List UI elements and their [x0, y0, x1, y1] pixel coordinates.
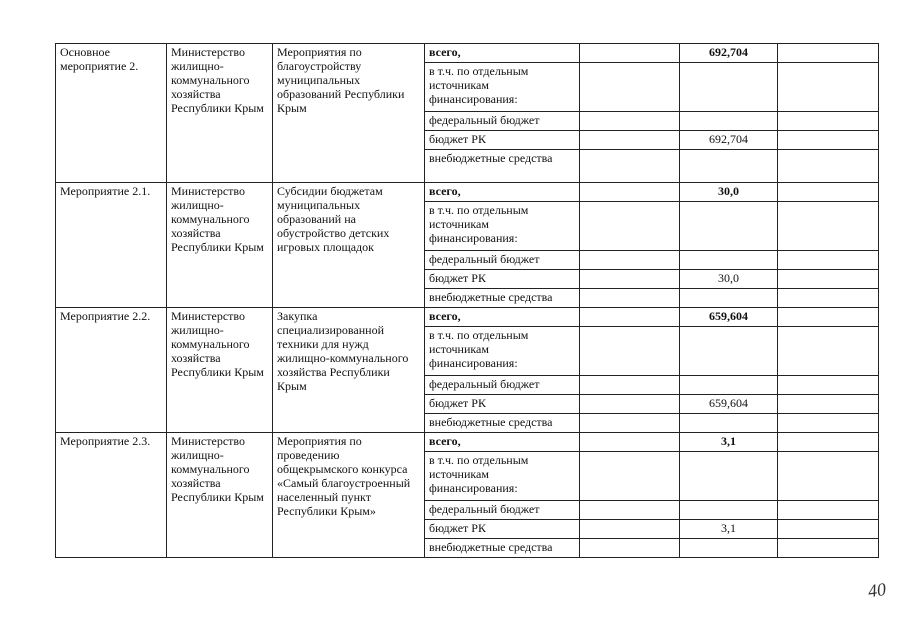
empty-cell	[680, 63, 778, 112]
event-code: Мероприятие 2.2.	[56, 308, 167, 433]
source-extra-label: внебюджетные средства	[425, 150, 580, 183]
empty-cell	[580, 327, 680, 376]
source-total-label: всего,	[425, 44, 580, 63]
empty-cell	[778, 202, 879, 251]
empty-cell	[580, 202, 680, 251]
empty-cell	[580, 376, 680, 395]
empty-cell	[680, 501, 778, 520]
source-including-label: в т.ч. по отдельным источникам финансирования:	[425, 202, 580, 251]
budget-rk-value: 30,0	[680, 270, 778, 289]
empty-cell	[778, 44, 879, 63]
empty-cell	[680, 251, 778, 270]
empty-cell	[580, 501, 680, 520]
empty-cell	[778, 395, 879, 414]
empty-cell	[680, 376, 778, 395]
empty-cell	[680, 414, 778, 433]
empty-cell	[580, 270, 680, 289]
executor: Министерство жилищно-коммунального хозяйства Республики Крым	[167, 44, 273, 183]
executor: Министерство жилищно-коммунального хозяйства Республики Крым	[167, 308, 273, 433]
empty-cell	[778, 289, 879, 308]
event-code: Мероприятие 2.1.	[56, 183, 167, 308]
budget-rk-value: 692,704	[680, 131, 778, 150]
total-value: 3,1	[680, 433, 778, 452]
source-including-label: в т.ч. по отдельным источникам финансирования:	[425, 452, 580, 501]
empty-cell	[778, 112, 879, 131]
empty-cell	[580, 289, 680, 308]
empty-cell	[680, 289, 778, 308]
source-total-label: всего,	[425, 308, 580, 327]
empty-cell	[580, 251, 680, 270]
event-code: Мероприятие 2.3.	[56, 433, 167, 558]
event-title: Мероприятия по проведению общекрымского конкурса «Самый благоустроенный населенный пункт Республики Крым»	[273, 433, 425, 558]
budget-rk-value: 659,604	[680, 395, 778, 414]
event-title: Субсидии бюджетам муниципальных образований на обустройство детских игровых площадок	[273, 183, 425, 308]
source-federal-label: федеральный бюджет	[425, 376, 580, 395]
empty-cell	[778, 270, 879, 289]
source-including-label: в т.ч. по отдельным источникам финансирования:	[425, 327, 580, 376]
funding-table	[55, 43, 879, 558]
empty-cell	[580, 414, 680, 433]
source-federal-label: федеральный бюджет	[425, 251, 580, 270]
source-rk-label: бюджет РК	[425, 395, 580, 414]
event-title: Мероприятия по благоустройству муниципальных образований Республики Крым	[273, 44, 425, 183]
group-row-total	[56, 308, 879, 327]
empty-cell	[580, 183, 680, 202]
empty-cell	[778, 131, 879, 150]
source-rk-label: бюджет РК	[425, 270, 580, 289]
empty-cell	[778, 251, 879, 270]
empty-cell	[580, 539, 680, 558]
source-including-label: в т.ч. по отдельным источникам финансирования:	[425, 63, 580, 112]
source-total-label: всего,	[425, 183, 580, 202]
empty-cell	[778, 327, 879, 376]
empty-cell	[778, 63, 879, 112]
empty-cell	[680, 452, 778, 501]
empty-cell	[580, 112, 680, 131]
empty-cell	[580, 44, 680, 63]
source-extra-label: внебюджетные средства	[425, 414, 580, 433]
empty-cell	[778, 501, 879, 520]
group-row-total	[56, 183, 879, 202]
empty-cell	[778, 376, 879, 395]
source-total-label: всего,	[425, 433, 580, 452]
group-row-total	[56, 433, 879, 452]
empty-cell	[778, 539, 879, 558]
empty-cell	[778, 452, 879, 501]
empty-cell	[580, 63, 680, 112]
empty-cell	[778, 520, 879, 539]
source-federal-label: федеральный бюджет	[425, 112, 580, 131]
empty-cell	[680, 327, 778, 376]
empty-cell	[680, 112, 778, 131]
empty-cell	[778, 308, 879, 327]
total-value: 30,0	[680, 183, 778, 202]
source-rk-label: бюджет РК	[425, 520, 580, 539]
page-number: 40	[866, 578, 888, 602]
empty-cell	[680, 150, 778, 183]
total-value: 659,604	[680, 308, 778, 327]
empty-cell	[580, 308, 680, 327]
empty-cell	[580, 520, 680, 539]
empty-cell	[580, 433, 680, 452]
source-extra-label: внебюджетные средства	[425, 539, 580, 558]
group-row-total	[56, 44, 879, 63]
executor: Министерство жилищно-коммунального хозяйства Республики Крым	[167, 183, 273, 308]
empty-cell	[580, 131, 680, 150]
event-title: Закупка специализированной техники для нужд жилищно-коммунального хозяйства Республики Крым	[273, 308, 425, 433]
source-rk-label: бюджет РК	[425, 131, 580, 150]
empty-cell	[778, 150, 879, 183]
empty-cell	[680, 539, 778, 558]
empty-cell	[680, 202, 778, 251]
empty-cell	[580, 150, 680, 183]
empty-cell	[778, 414, 879, 433]
executor: Министерство жилищно-коммунального хозяйства Республики Крым	[167, 433, 273, 558]
source-federal-label: федеральный бюджет	[425, 501, 580, 520]
source-extra-label: внебюджетные средства	[425, 289, 580, 308]
empty-cell	[580, 395, 680, 414]
empty-cell	[778, 433, 879, 452]
event-code: Основное мероприятие 2.	[56, 44, 167, 183]
total-value: 692,704	[680, 44, 778, 63]
empty-cell	[580, 452, 680, 501]
empty-cell	[778, 183, 879, 202]
budget-rk-value: 3,1	[680, 520, 778, 539]
